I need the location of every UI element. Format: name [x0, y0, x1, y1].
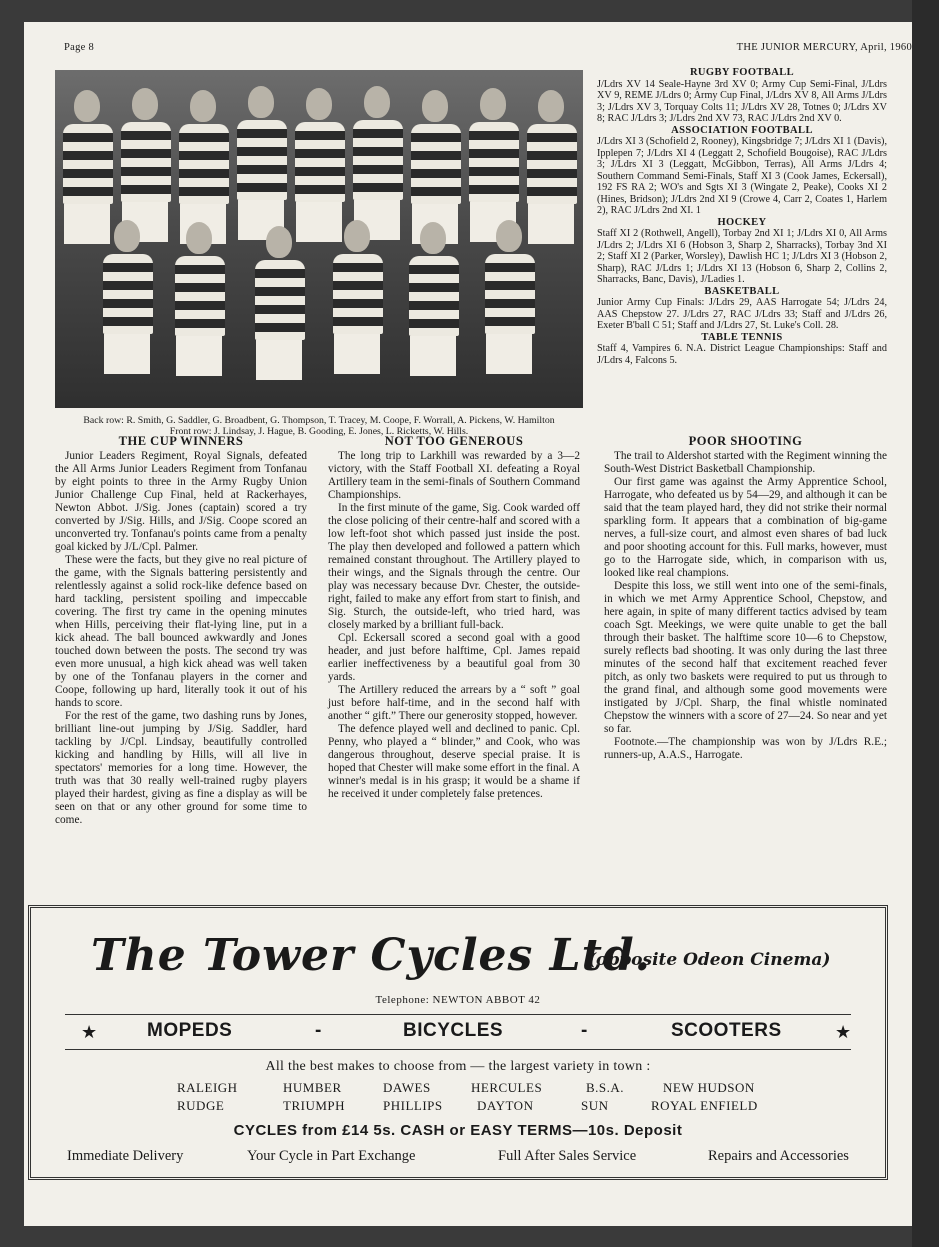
- make-name: ROYAL ENFIELD: [651, 1098, 758, 1113]
- telephone-line: Telephone: NEWTON ABBOT 42: [375, 994, 541, 1006]
- player-figure: [103, 220, 151, 374]
- player-figure: [409, 222, 457, 376]
- make-name: NEW HUDSON: [663, 1080, 755, 1095]
- player-figure: [485, 220, 533, 374]
- article-paragraph: Our first game was against the Army Apprentice School, Harrogate, who defeated us by 54—29, and although it can be said that the team played hard, they did not strike their normal sparkling form. It appears that a combination of big-game nerves, a full-size court, and almost even shares of bad luck and poor shooting account for this. Full marks, however, must go to the Harrogate side, which, in comparison with us, looked like real champions.: [604, 476, 887, 579]
- not-too-generous-article: [328, 450, 580, 801]
- player-figure: [237, 86, 285, 240]
- make-name: DAWES: [383, 1080, 431, 1095]
- association-heading: ASSOCIATION FOOTBALL: [671, 124, 813, 136]
- service-repairs: Repairs and Accessories: [708, 1148, 849, 1164]
- make-name: B.S.A.: [586, 1080, 625, 1095]
- player-figure: [175, 222, 223, 376]
- make-name: RUDGE: [177, 1098, 225, 1113]
- star-icon: ★: [81, 1022, 98, 1042]
- player-figure: [469, 88, 517, 242]
- location-note: (opposite Odeon Cinema): [588, 950, 831, 970]
- article-paragraph: The Artillery reduced the arrears by a “ soft ” goal just before half-time, and in the second half with another “ gift.” There our generosity stopped, however.: [328, 684, 580, 722]
- article-paragraph: Footnote.—The championship was won by J/Ldrs R.E.; runners-up, A.A.S., Harrogate.: [604, 736, 887, 761]
- make-name: DAYTON: [477, 1098, 534, 1113]
- star-icon: ★: [835, 1022, 852, 1042]
- association-results: J/Ldrs XI 3 (Schofield 2, Rooney), Kingsbridge 7; J/Ldrs XI 1 (Davis), Ipplepen 7; J/Ldrs XI 4 (Leggatt 2, Schofield Bougoise), RAC J/Ldrs 3; J/Ldrs XI 3 (Leggatt, McGibbon, Terras), All Arms J/Ldrs 4; Southern Command Semi-Finals, Staff XI 3 (Cook James, Eckersall), 192 FS RA 2; WO's and Sgts XI 3 (Wingate 2, Peake), Cooks XI 2 (Hines, Bridson); J/Ldrs 2nd XI 9 (Crowe 4, Carr 2, Coates 1, Harlem 2), RAC J/Ldrs 2nd XI. 1: [597, 136, 887, 216]
- article-paragraph: These were the facts, but they give no real picture of the game, with the Signals battering persistently and relentlessly against a solid rock-like defence based on hard tackling, persistent spoiling and impeccable covering. The first try came in the opening minutes when Hills, perceiving their flat-lying line, put in a kick ahead. The ball bounced awkwardly and Jones touched down between the posts. The second try was even more unusual, a high kick ahead was well taken by one of the Tonfanau players in the corner and Coope, following up hard, literally took it out of his hands to score.: [55, 554, 307, 709]
- category-scooters: SCOOTERS: [671, 1020, 782, 1041]
- player-figure: [527, 90, 575, 244]
- company-name: The Tower Cycles Ltd.: [91, 930, 651, 981]
- service-part-exchange: Your Cycle in Part Exchange: [247, 1148, 416, 1164]
- category-bicycles: BICYCLES: [403, 1020, 504, 1041]
- player-figure: [353, 86, 401, 240]
- player-figure: [411, 90, 459, 244]
- player-figure: [333, 220, 381, 374]
- rugby-results: J/Ldrs XV 14 Seale-Hayne 3rd XV 0; Army Cup Semi-Final, J/Ldrs XV 9, REME J/Ldrs 0; Army Cup Final, J/Ldrs XV 8, All Arms J/Ldrs 3; J/Ldrs XV 3, Torquay Colts 11; J/Ldrs XV 28, Totnes 0; J/Ldrs XV 8; RAC J/Ldrs 3; J/Ldrs 2nd XV 73, RAC J/Ldrs 2nd XV 0.: [597, 78, 887, 124]
- hockey-results: Staff XI 2 (Rothwell, Angell), Torbay 2nd XI 1; J/Ldrs XI 0, All Arms J/Ldrs 2; J/Ldrs XI 6 (Hobson 3, Sharp 2, Sharracks), Torbay 3nd XI 2; Staff XI 2 (Parker, Worsley), Dawlish HC 1; J/Ldrs XI 3 (Hobson 2, Sharp), RAC J/Ldrs 1; J/Ldrs XI 13 (Hobson 6, Sharp 2, Collins 2, Sharracks, Banc, Davis), J/Ladies 1.: [597, 228, 887, 285]
- poor-shooting-title: POOR SHOOTING: [688, 434, 803, 448]
- ad-divider: [65, 1014, 851, 1015]
- article-paragraph: Junior Leaders Regiment, Royal Signals, defeated the All Arms Junior Leaders Regiment from Tonfanau by eight points to three in the Army Rugby Union Junior Challenge Cup Final, held at Rackerhayes, Newton Abbot. J/Sig. Jones (captain) scored a try converted by J/Sig. Hills, and J/Sig. Coope scored an unconverted try. Tonfanau's points came from a penalty goal kicked by J/L/Cpl. Palmer.: [55, 450, 307, 553]
- article-paragraph: Despite this loss, we still went into one of the semi-finals, in which we met Army Apprentice School, Chepstow, and here again, in spite of many different tactics advised by team coach Sgt. Meekings, we were quite unable to get the ball through their basket. The halftime score 10—6 to Chepstow, surely reflects bad shooting. It was only during the last three minutes of the second half that excitement reached fever pitch, as only two baskets were required to put us through to the grand final, and although some good movements were instigated by J/Cpl. Sharp, the final whistle nominated Chepstow the winners with a score of 27—24. So near and yet so far.: [604, 580, 887, 735]
- makes-intro: All the best makes to choose from — the largest variety in town :: [265, 1059, 651, 1074]
- poor-shooting-article: [604, 450, 887, 762]
- page-number: Page 8: [64, 42, 95, 53]
- player-figure: [121, 88, 169, 242]
- make-name: PHILLIPS: [383, 1098, 443, 1113]
- make-name: SUN: [581, 1098, 609, 1113]
- ad-divider: [65, 1049, 851, 1050]
- make-name: HERCULES: [471, 1080, 543, 1095]
- service-delivery: Immediate Delivery: [67, 1148, 184, 1164]
- rugby-heading: RUGBY FOOTBALL: [689, 67, 795, 78]
- category-mopeds: MOPEDS: [147, 1020, 233, 1041]
- not-too-generous-title: NOT TOO GENEROUS: [384, 434, 524, 448]
- article-paragraph: In the first minute of the game, Sig. Cook warded off the close policing of their centre-half and scored with a low left-foot shot which passed just inside the post. The play then developed and followed a pattern which remained constant throughout. The Artillery played to their wings, and the Signals through the centre. Our play was necessary because Dvr. Chester, the outside-right, failed to make any effort from start to finish, and Sig. Sturch, the outside-left, who tried hard, was closely marked by a brilliant full-back.: [328, 502, 580, 631]
- category-dash: -: [315, 1020, 322, 1041]
- article-paragraph: Cpl. Eckersall scored a second goal with a good header, and just before halftime, Cpl. James repaid earlier ineffectiveness by a beautiful goal from 30 yards.: [328, 632, 580, 683]
- scan-margin: [912, 0, 939, 1247]
- price-offer: CYCLES from £14 5s. CASH or EASY TERMS—10s. Deposit: [233, 1122, 683, 1139]
- basketball-results: Junior Army Cup Finals: J/Ldrs 29, AAS Harrogate 54; J/Ldrs 24, AAS Chepstow 27. J/Ldrs 27, RAC J/Ldrs 33; Staff and J/Ldrs 26, Exeter B'ball C 51; Staff and J/Ldrs 27, St. Luke's Coll. 28.: [597, 297, 887, 331]
- make-name: RALEIGH: [177, 1080, 238, 1095]
- tower-cycles-advertisement: [28, 905, 888, 1180]
- table-tennis-heading: TABLE TENNIS: [701, 331, 783, 343]
- team-photo: [55, 70, 583, 408]
- table-tennis-results: Staff 4, Vampires 6. N.A. District League Championships: Staff and J/Ldrs 4, Falcons 5.: [597, 343, 887, 366]
- cup-winners-title: THE CUP WINNERS: [118, 434, 244, 448]
- cup-winners-article: [55, 450, 307, 827]
- publication-header: THE JUNIOR MERCURY, April, 1960: [736, 42, 912, 53]
- service-after-sales: Full After Sales Service: [498, 1148, 637, 1164]
- article-paragraph: The defence played well and declined to panic. Cpl. Penny, who played a “ blinder,” and Cook, who was dangerous throughout, deserve special praise. It is hoped that Chester will make some effort in the final. A winner's medal is in his grasp; it would be a shame if he received it under completely false pretences.: [328, 723, 580, 800]
- caption-back-row: Back row: R. Smith, G. Saddler, G. Broadbent, G. Thompson, T. Tracey, M. Coope, F. Worrall, A. Pickens, W. Hamilton: [83, 415, 555, 426]
- player-figure: [255, 226, 303, 380]
- player-figure: [295, 88, 343, 242]
- player-figure: [179, 90, 227, 244]
- article-paragraph: The long trip to Larkhill was rewarded by a 3—2 victory, with the Staff Football XI. defeating a Royal Artillery team in the semi-finals of Southern Command Championships.: [328, 450, 580, 501]
- caption-front-row: Front row: J. Lindsay, J. Hague, B. Gooding, E. Jones, L. Ricketts, W. Hills.: [169, 426, 469, 438]
- basketball-heading: BASKETBALL: [704, 285, 780, 297]
- category-dash: -: [581, 1020, 588, 1041]
- sports-results-column: [597, 67, 887, 366]
- article-paragraph: For the rest of the game, two dashing runs by Jones, brilliant line-out jumping by J/Sig. Saddler, hard tackling by J/Cpl. Lindsay, beautifully controlled kicking and handling by Hills, will all live in spectators' memories for a long time. However, the truth was that 30 really well-trained rugby players played their hardest, giving as fine a display as will be seen on that or any other ground for some time to come.: [55, 710, 307, 826]
- make-name: TRIUMPH: [283, 1098, 346, 1113]
- hockey-heading: HOCKEY: [717, 216, 767, 228]
- make-name: HUMBER: [283, 1080, 342, 1095]
- article-paragraph: The trail to Aldershot started with the Regiment winning the South-West District Basketball Championship.: [604, 450, 887, 475]
